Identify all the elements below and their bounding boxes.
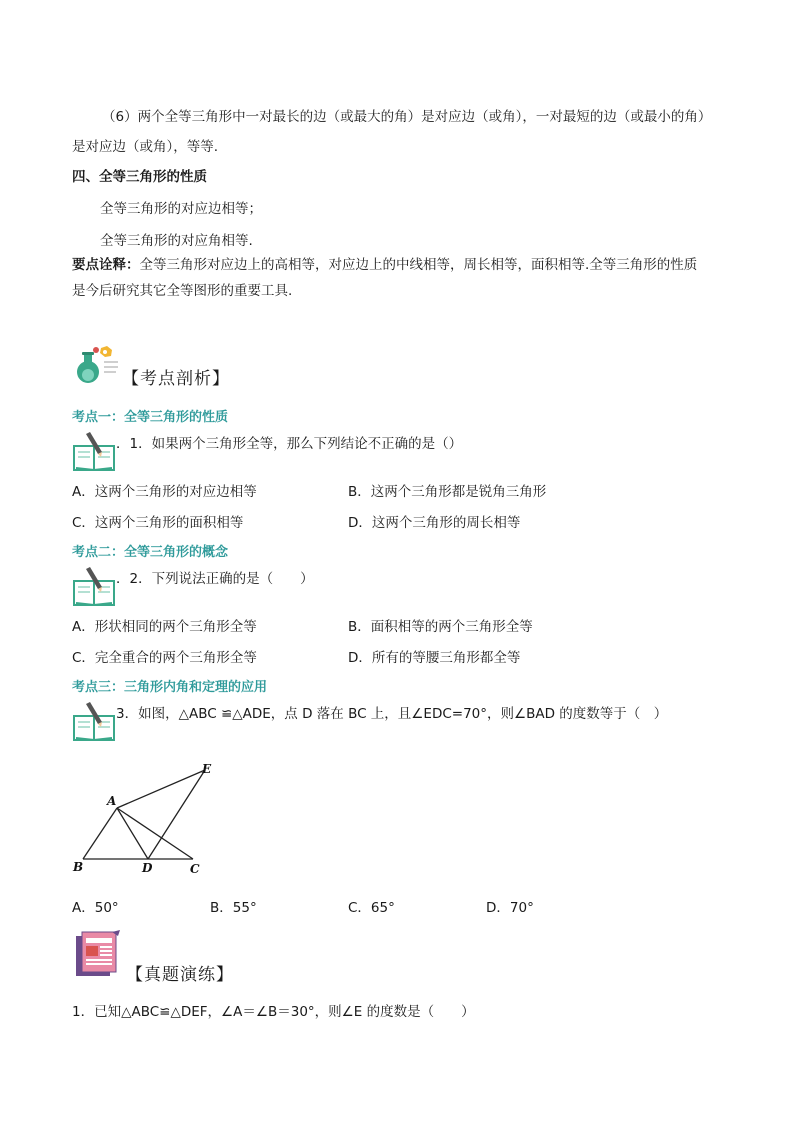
q3-option-b: B．55° bbox=[210, 900, 257, 916]
key-note-line-1 bbox=[72, 253, 697, 273]
zhenti-title: 【真题演练】 bbox=[126, 965, 234, 985]
q2-option-a: A．形状相同的两个三角形全等 bbox=[72, 619, 257, 635]
topic-1-title: 考点一：全等三角形的性质 bbox=[72, 410, 229, 425]
q2-option-d: D．所有的等腰三角形都全等 bbox=[348, 650, 521, 666]
label-e: E bbox=[202, 762, 212, 776]
question-3: 3．如图，△ABC ≌△ADE，点 D 落在 BC 上，且∠EDC=70°，则∠BAD 的度数等于（ ） bbox=[116, 706, 668, 722]
science-flask-icon bbox=[74, 344, 120, 384]
label-b: B bbox=[73, 860, 84, 874]
q3-option-a: A．50° bbox=[72, 900, 119, 916]
q3-option-c: C．65° bbox=[348, 900, 395, 916]
segment-ab bbox=[83, 808, 117, 859]
segment-de bbox=[148, 770, 205, 859]
segment-ae bbox=[117, 770, 205, 808]
intro-line-1: （6）两个全等三角形中一对最长的边（或最大的角）是对应边（或角），一对最短的边（或最小的角） bbox=[102, 109, 712, 125]
q2-option-c: C．完全重合的两个三角形全等 bbox=[72, 650, 257, 666]
question-1: ．1．如果两个三角形全等，那么下列结论不正确的是（） bbox=[116, 436, 463, 452]
question-2: ．2．下列说法正确的是（ ） bbox=[116, 571, 314, 587]
topic-3-title: 考点三：三角形内角和定理的应用 bbox=[72, 680, 268, 695]
label-d: D bbox=[142, 861, 153, 875]
newspaper-stack-icon bbox=[74, 928, 124, 980]
key-note-label: 要点诠释： bbox=[72, 257, 140, 273]
segment-ac bbox=[117, 808, 193, 859]
kaodian-title: 【考点剖析】 bbox=[122, 369, 230, 389]
q1-option-a: A．这两个三角形的对应边相等 bbox=[72, 484, 257, 500]
property-item-1: 全等三角形的对应边相等； bbox=[100, 201, 262, 217]
property-item-2: 全等三角形的对应角相等. bbox=[100, 233, 253, 249]
practice-question-1: 1．已知△ABC≌△DEF，∠A＝∠B＝30°，则∠E 的度数是（ ） bbox=[72, 1004, 475, 1020]
q3-option-d: D．70° bbox=[486, 900, 534, 916]
label-c: C bbox=[190, 862, 200, 876]
q2-option-b: B．面积相等的两个三角形全等 bbox=[348, 619, 533, 635]
section-heading: 四、全等三角形的性质 bbox=[72, 169, 207, 185]
book-pencil-icon bbox=[72, 567, 118, 607]
q1-option-d: D．这两个三角形的周长相等 bbox=[348, 515, 521, 531]
intro-line-2: 是对应边（或角），等等. bbox=[72, 139, 219, 155]
q1-option-b: B．这两个三角形都是锐角三角形 bbox=[348, 484, 547, 500]
key-note-line-2: 是今后研究其它全等图形的重要工具. bbox=[72, 283, 293, 299]
segment-ad bbox=[117, 808, 148, 859]
book-pencil-icon bbox=[72, 432, 118, 472]
topic-2-title: 考点二：全等三角形的概念 bbox=[72, 545, 229, 560]
triangle-figure bbox=[68, 758, 228, 883]
q1-option-c: C．这两个三角形的面积相等 bbox=[72, 515, 244, 531]
label-a: A bbox=[107, 794, 117, 808]
book-pencil-icon bbox=[72, 702, 118, 742]
key-note-text: 全等三角形对应边上的高相等，对应边上的中线相等，周长相等，面积相等.全等三角形的性质 bbox=[139, 257, 698, 273]
